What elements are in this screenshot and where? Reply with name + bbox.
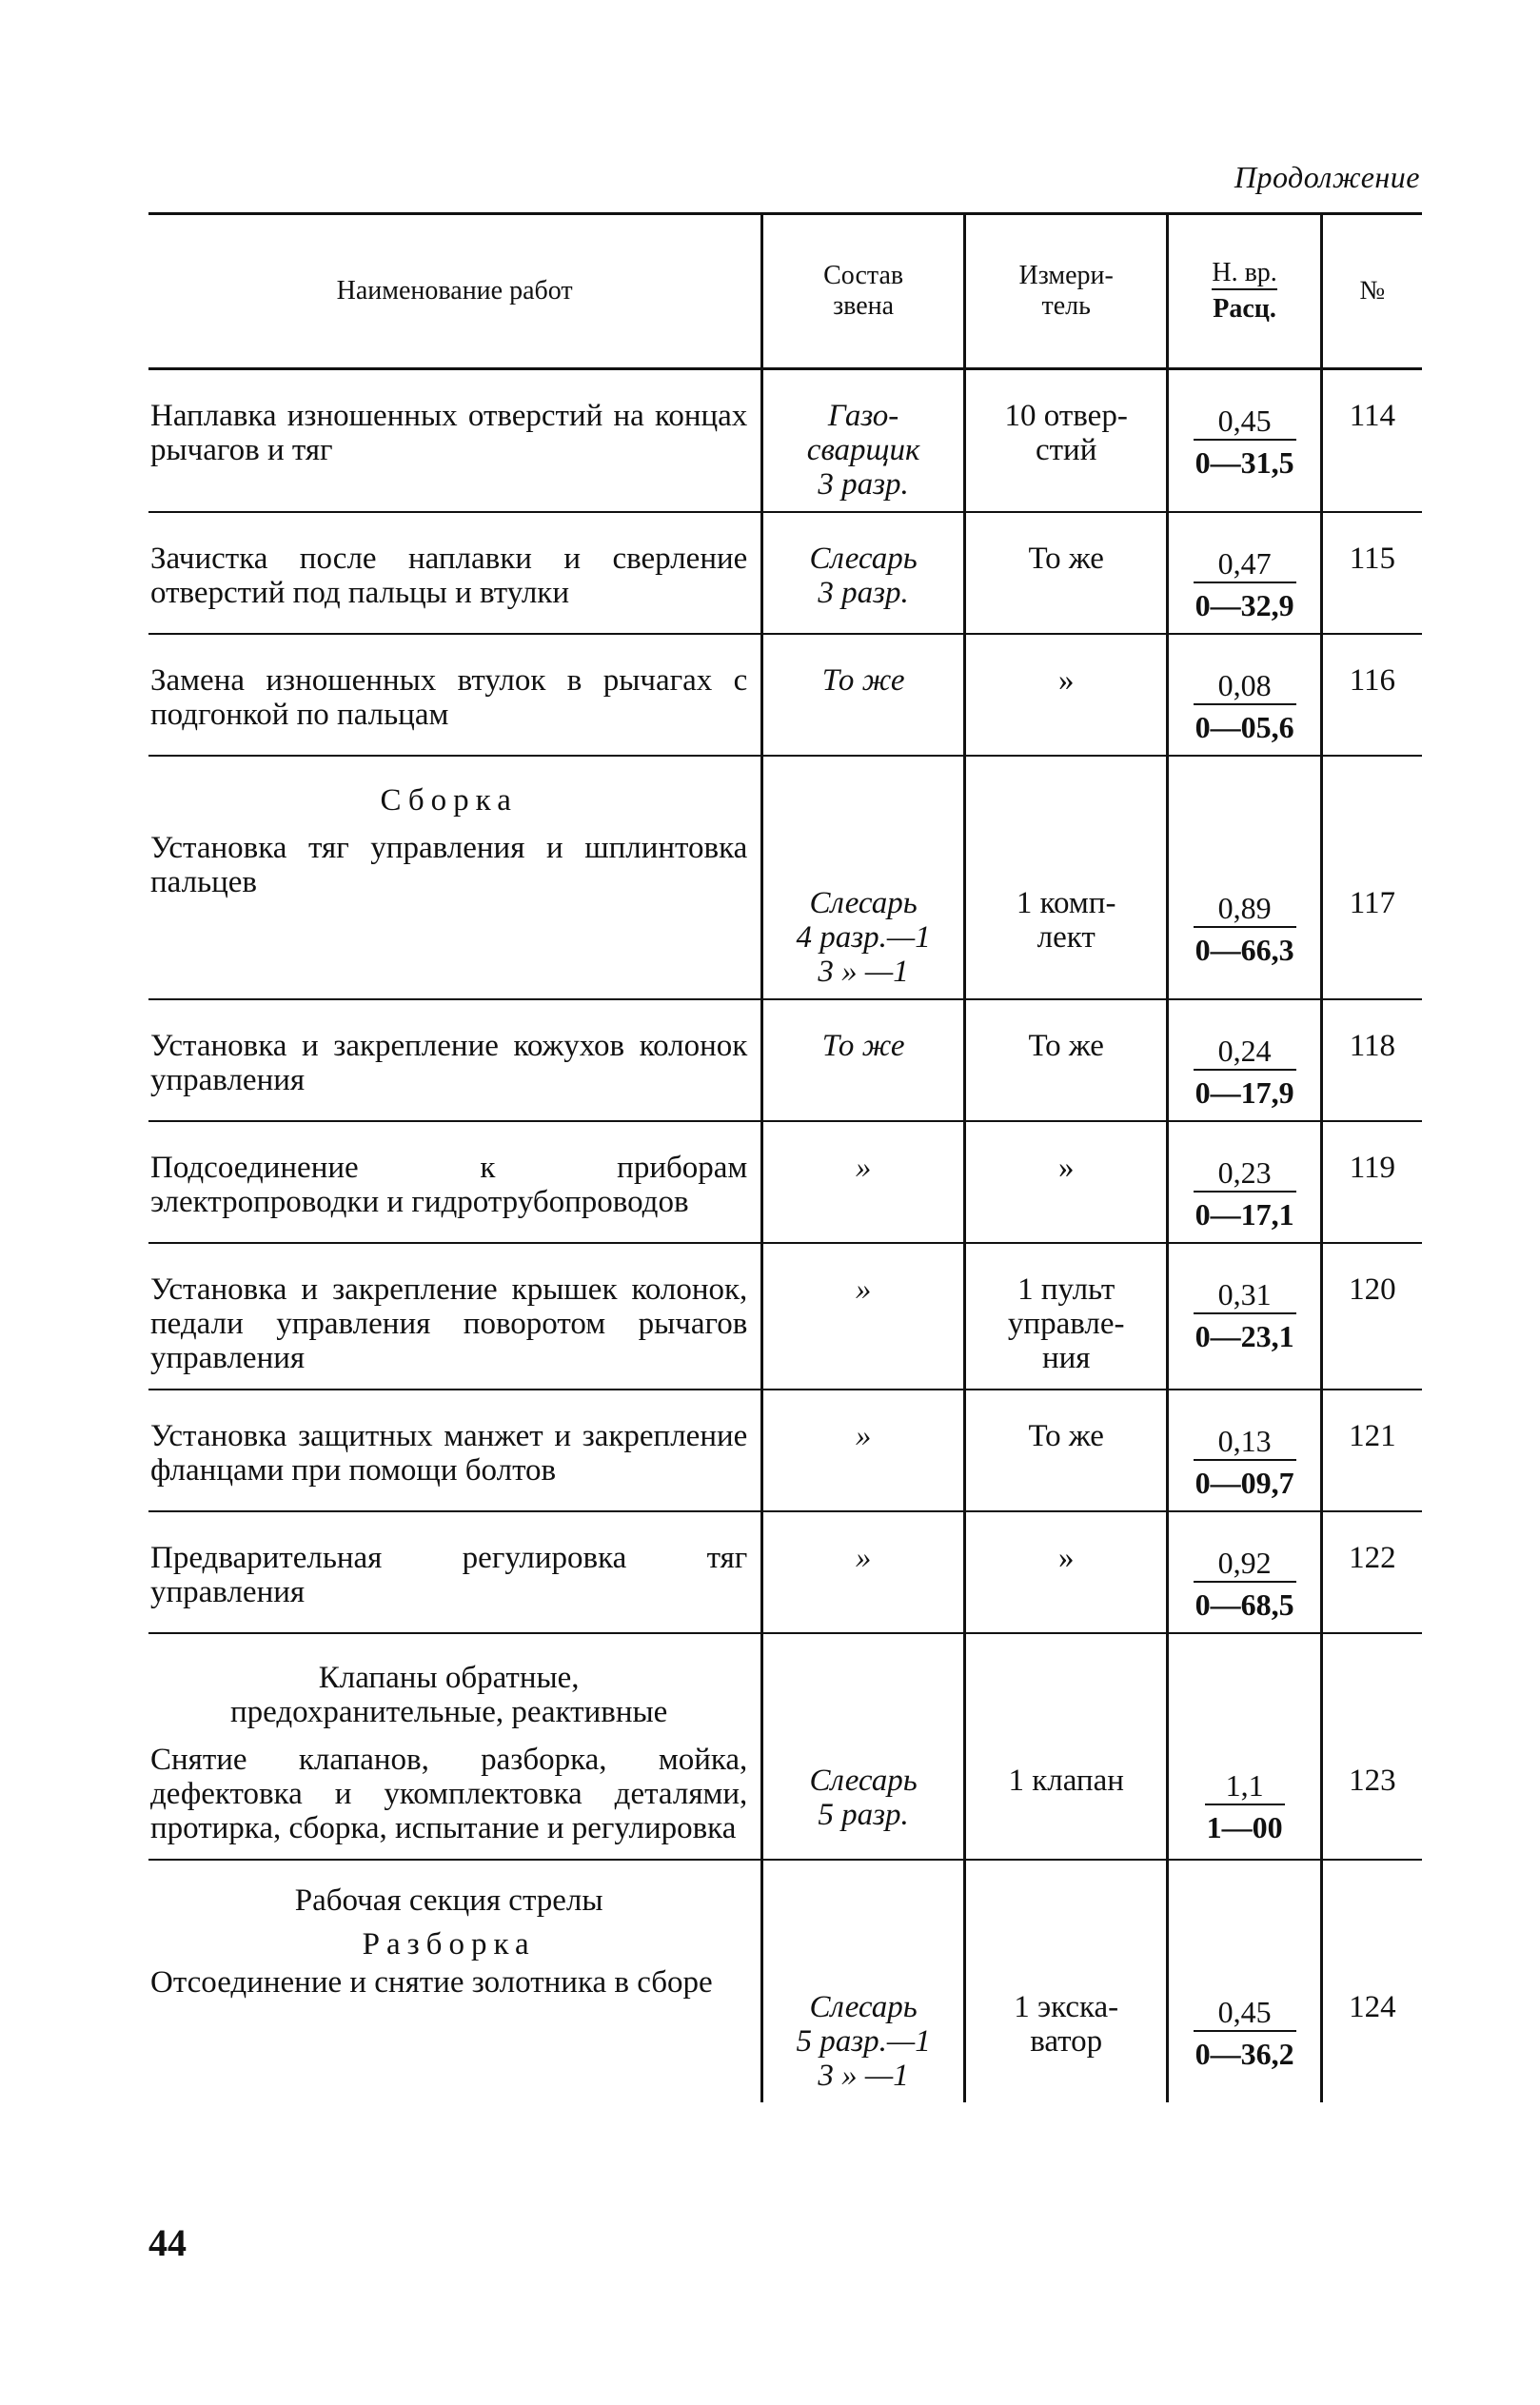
works-table-container xyxy=(148,212,1422,2102)
header-measure: Измери- тель xyxy=(964,214,1168,369)
header-name: Наименование работ xyxy=(148,214,762,369)
table-row xyxy=(148,1633,1422,1860)
header-norm-rate: Расц. xyxy=(1213,294,1276,324)
table-header-row xyxy=(148,214,1422,369)
cell-number: 117 xyxy=(1321,756,1422,999)
norm-rate: 0—68,5 xyxy=(1194,1587,1294,1622)
work-name: Снятие клапанов, разборка, мойка, дефектовка и укомплектовка деталями, протирка, сборка, испытание и регулировка xyxy=(150,1743,748,1845)
norm-rate: 0—23,1 xyxy=(1194,1319,1294,1353)
work-name: Предварительная регулировка тяг управления xyxy=(150,1541,748,1609)
cell-number: 123 xyxy=(1321,1633,1422,1860)
table-row xyxy=(148,512,1422,634)
cell-crew: То же xyxy=(762,634,965,756)
cell-measure: 1 экска- ватор xyxy=(964,1860,1168,2102)
norm-time: 0,31 xyxy=(1194,1278,1296,1314)
cell-crew: Слесарь 5 разр. xyxy=(762,1633,965,1860)
cell-measure: 1 пульт управле- ния xyxy=(964,1243,1168,1390)
cell-crew: » xyxy=(762,1390,965,1511)
cell-norm xyxy=(1168,634,1321,756)
table-row xyxy=(148,1243,1422,1390)
cell-measure: То же xyxy=(964,512,1168,634)
cell-norm xyxy=(1168,512,1321,634)
cell-name xyxy=(148,1860,762,2102)
work-name: Зачистка после наплавки и сверление отверстий под пальцы и втулки xyxy=(150,542,748,610)
table-body xyxy=(148,369,1422,2103)
cell-measure: » xyxy=(964,1511,1168,1633)
header-crew: Состав звена xyxy=(762,214,965,369)
work-name: Отсоединение и снятие золотника в сборе xyxy=(150,1965,713,2000)
cell-name xyxy=(148,1121,762,1243)
section-title: Сборка xyxy=(380,783,518,818)
norm-time: 0,13 xyxy=(1194,1425,1296,1461)
cell-number: 119 xyxy=(1321,1121,1422,1243)
table-row xyxy=(148,1121,1422,1243)
norm-time: 0,89 xyxy=(1194,892,1296,928)
section-title: Рабочая секция стрелы xyxy=(294,1883,603,1918)
cell-crew: » xyxy=(762,1121,965,1243)
norm-rate: 0—31,5 xyxy=(1194,445,1294,480)
norm-time: 1,1 xyxy=(1205,1769,1285,1805)
cell-name xyxy=(148,999,762,1121)
cell-measure: То же xyxy=(964,999,1168,1121)
norm-rate: 0—17,9 xyxy=(1194,1075,1294,1110)
norm-time: 0,47 xyxy=(1194,547,1296,583)
table-row xyxy=(148,756,1422,999)
section-title: Клапаны обратные, предохранительные, реактивные xyxy=(230,1661,668,1729)
cell-norm xyxy=(1168,1243,1321,1390)
header-number: № xyxy=(1321,214,1422,369)
header-norm-time: Н. вр. xyxy=(1212,258,1276,290)
cell-crew: » xyxy=(762,1243,965,1390)
cell-name xyxy=(148,369,762,513)
cell-crew: » xyxy=(762,1511,965,1633)
cell-norm xyxy=(1168,1633,1321,1860)
cell-measure: 1 комп- лект xyxy=(964,756,1168,999)
norm-time: 0,45 xyxy=(1194,404,1296,441)
table-row xyxy=(148,1390,1422,1511)
norm-rate: 0—66,3 xyxy=(1194,933,1294,967)
continuation-label: Продолжение xyxy=(1234,160,1420,194)
norm-rate: 0—05,6 xyxy=(1194,710,1294,744)
cell-norm xyxy=(1168,999,1321,1121)
norm-time: 0,92 xyxy=(1194,1547,1296,1583)
works-table xyxy=(148,212,1422,2102)
table-row xyxy=(148,369,1422,513)
cell-number: 116 xyxy=(1321,634,1422,756)
work-name: Наплавка изношенных отверстий на концах рычагов и тяг xyxy=(150,399,748,467)
cell-name xyxy=(148,1390,762,1511)
cell-norm xyxy=(1168,369,1321,513)
cell-name xyxy=(148,1511,762,1633)
cell-name xyxy=(148,756,762,999)
work-name: Установка защитных манжет и закрепление фланцами при помощи болтов xyxy=(150,1419,748,1488)
cell-number: 114 xyxy=(1321,369,1422,513)
norm-rate: 0—36,2 xyxy=(1194,2037,1294,2071)
work-name: Установка и закрепление крышек колонок, педали управления поворотом рычагов управления xyxy=(150,1272,748,1375)
subsection-title: Разборка xyxy=(362,1927,536,1961)
norm-time: 0,08 xyxy=(1194,669,1296,705)
norm-rate: 0—09,7 xyxy=(1194,1466,1294,1500)
cell-measure: » xyxy=(964,1121,1168,1243)
norm-rate: 1—00 xyxy=(1206,1810,1283,1844)
cell-crew: То же xyxy=(762,999,965,1121)
table-row xyxy=(148,634,1422,756)
norm-rate: 0—17,1 xyxy=(1194,1197,1294,1232)
header-norm xyxy=(1168,214,1321,369)
cell-norm xyxy=(1168,1860,1321,2102)
table-row xyxy=(148,999,1422,1121)
cell-name xyxy=(148,634,762,756)
cell-measure: 1 клапан xyxy=(964,1633,1168,1860)
norm-time: 0,24 xyxy=(1194,1035,1296,1071)
cell-measure: 10 отвер- стий xyxy=(964,369,1168,513)
cell-norm xyxy=(1168,1511,1321,1633)
norm-time: 0,23 xyxy=(1194,1156,1296,1193)
work-name: Установка и закрепление кожухов колонок управления xyxy=(150,1029,748,1097)
cell-measure: » xyxy=(964,634,1168,756)
cell-crew: Слесарь 4 разр.—1 3 » —1 xyxy=(762,756,965,999)
page-number: 44 xyxy=(148,2221,187,2264)
cell-number: 118 xyxy=(1321,999,1422,1121)
cell-crew: Газо- сварщик 3 разр. xyxy=(762,369,965,513)
cell-crew: Слесарь 3 разр. xyxy=(762,512,965,634)
table-row xyxy=(148,1860,1422,2102)
cell-name xyxy=(148,512,762,634)
norm-rate: 0—32,9 xyxy=(1194,588,1294,622)
cell-crew: Слесарь 5 разр.—1 3 » —1 xyxy=(762,1860,965,2102)
cell-number: 121 xyxy=(1321,1390,1422,1511)
cell-measure: То же xyxy=(964,1390,1168,1511)
cell-norm xyxy=(1168,1390,1321,1511)
table-row xyxy=(148,1511,1422,1633)
cell-name xyxy=(148,1633,762,1860)
cell-number: 124 xyxy=(1321,1860,1422,2102)
cell-number: 115 xyxy=(1321,512,1422,634)
work-name: Подсоединение к приборам электропроводки и гидротрубопроводов xyxy=(150,1151,748,1219)
work-name: Замена изношенных втулок в рычагах с подгонкой по пальцам xyxy=(150,663,748,732)
cell-norm xyxy=(1168,756,1321,999)
cell-number: 122 xyxy=(1321,1511,1422,1633)
work-name: Установка тяг управления и шплинтовка пальцев xyxy=(150,831,748,899)
cell-number: 120 xyxy=(1321,1243,1422,1390)
cell-norm xyxy=(1168,1121,1321,1243)
cell-name xyxy=(148,1243,762,1390)
norm-time: 0,45 xyxy=(1194,1996,1296,2032)
